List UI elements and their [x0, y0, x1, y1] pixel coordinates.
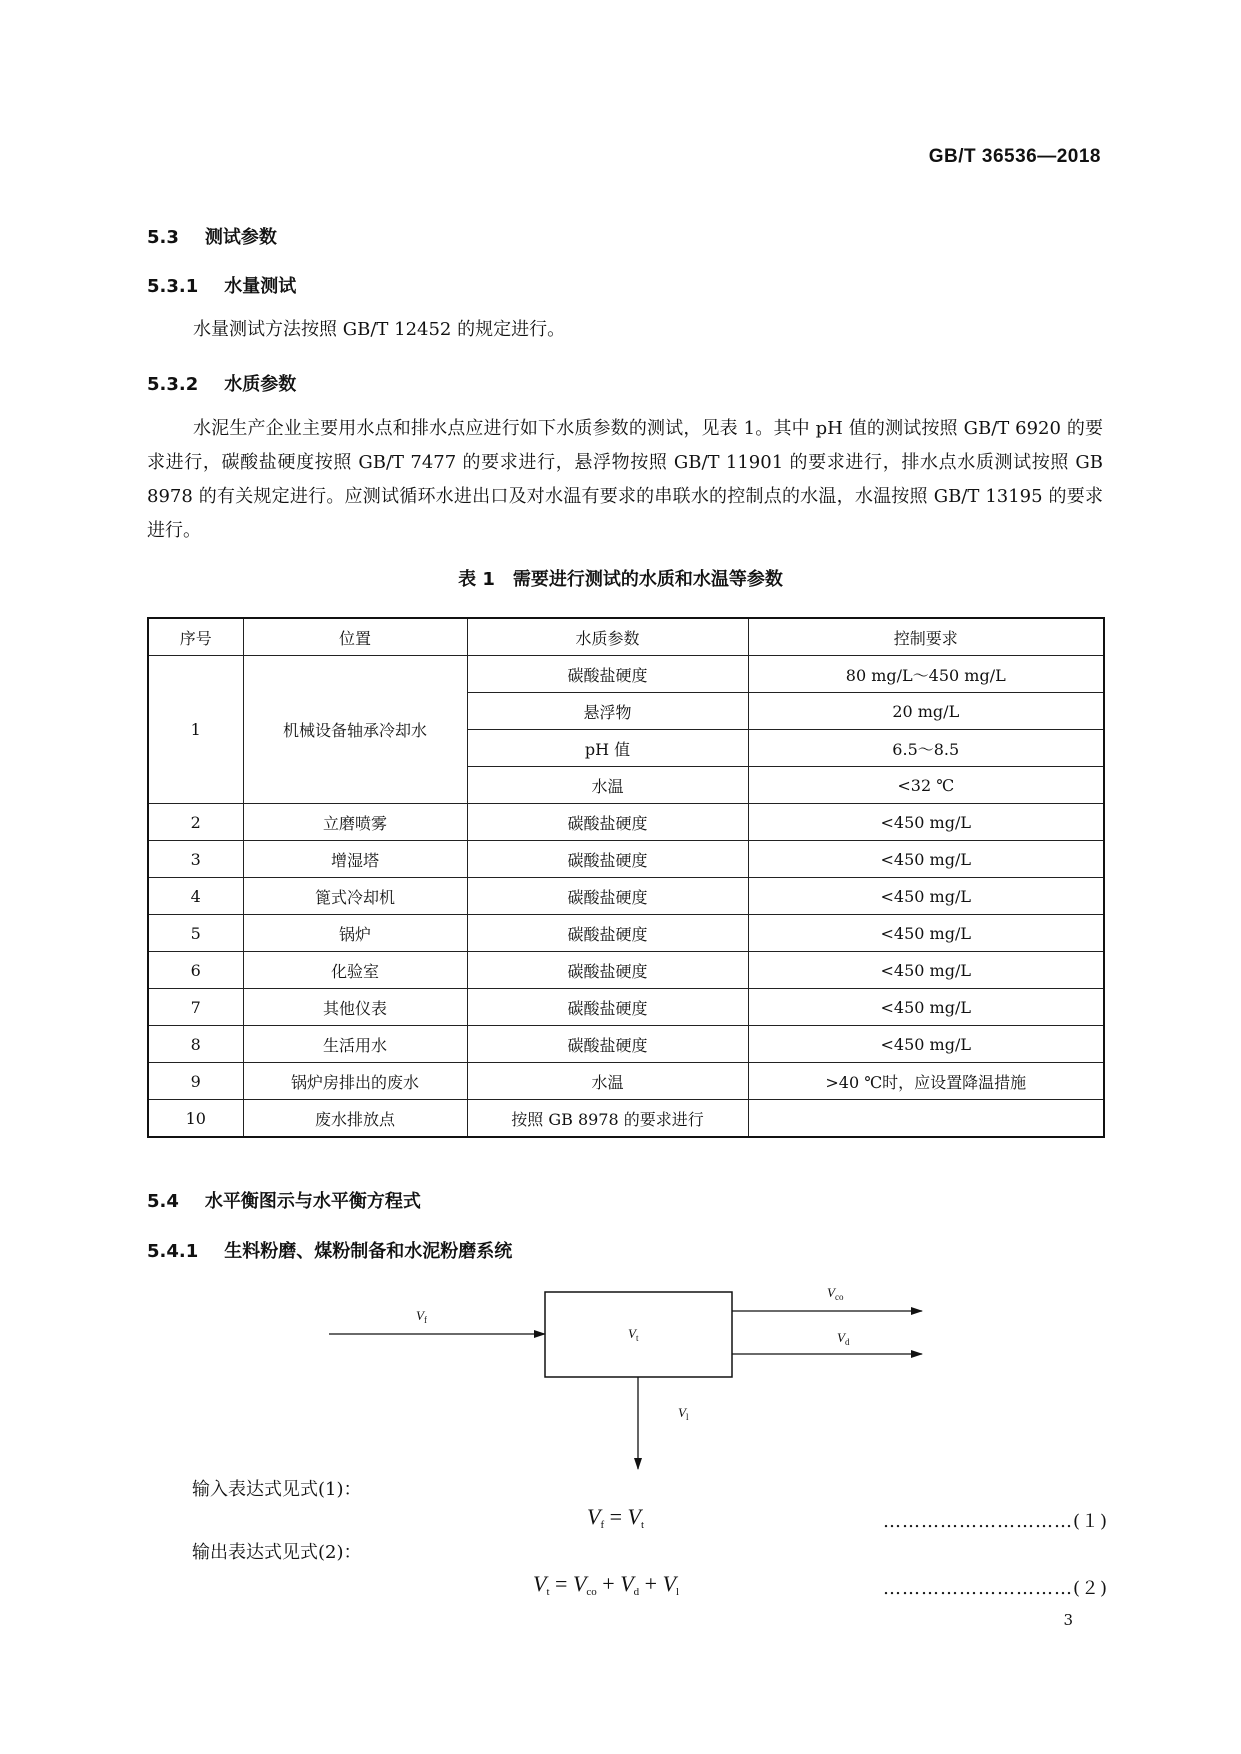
cell-param: 碳酸盐硬度: [467, 952, 748, 989]
cell-param: 碳酸盐硬度: [467, 915, 748, 952]
cell-req: >40 ℃时，应设置降温措施: [748, 1063, 1104, 1100]
paragraph-text: 水量测试方法按照 GB/T 12452 的规定进行。: [193, 319, 566, 340]
label-vl: $V_l$: [678, 1405, 689, 1422]
cell-req: <450 mg/L: [748, 878, 1104, 915]
cell-param: 碳酸盐硬度: [467, 841, 748, 878]
cell-no: 6: [148, 952, 243, 989]
cell-param: pH 值: [467, 730, 748, 767]
cell-param: 碳酸盐硬度: [467, 804, 748, 841]
cell-location: 生活用水: [243, 1026, 467, 1063]
eq2-intro: 输出表达式见式(2)：: [192, 1542, 362, 1563]
cell-no: 1: [148, 656, 243, 804]
cell-no: 2: [148, 804, 243, 841]
section-title: 测试参数: [204, 227, 277, 248]
cell-no: 5: [148, 915, 243, 952]
cell-req: <450 mg/L: [748, 1026, 1104, 1063]
cell-location: 废水排放点: [243, 1100, 467, 1138]
section-number: 5.3.2: [147, 374, 199, 395]
cell-req: <32 ℃: [748, 767, 1104, 804]
cell-location: 立磨喷雾: [243, 804, 467, 841]
label-vf: $V_f$: [416, 1308, 427, 1325]
section-title: 水平衡图示与水平衡方程式: [204, 1191, 421, 1212]
page-number: 3: [1063, 1611, 1073, 1629]
system-box: [545, 1292, 732, 1377]
section-number: 5.4.1: [147, 1241, 199, 1262]
cell-param: 水温: [467, 767, 748, 804]
label-vco: $V_{co}$: [827, 1285, 844, 1302]
section-title: 生料粉磨、煤粉制备和水泥粉磨系统: [224, 1241, 513, 1262]
cell-req: <450 mg/L: [748, 804, 1104, 841]
label-vd: $V_d$: [837, 1330, 850, 1347]
cell-location: 锅炉: [243, 915, 467, 952]
header-cell: 位置: [243, 618, 467, 656]
cell-req: <450 mg/L: [748, 989, 1104, 1026]
cell-location: 增湿塔: [243, 841, 467, 878]
equation-2-number: …………………………(２): [883, 1578, 1109, 1599]
equation-2: $V_t = V_{co} + V_d + V_l$: [533, 1571, 680, 1598]
label-vt: $V_t$: [628, 1326, 639, 1343]
section-number: 5.3: [147, 227, 179, 248]
cell-no: 8: [148, 1026, 243, 1063]
table-caption: 表 1 需要进行测试的水质和水温等参数: [458, 569, 783, 590]
equation-1-number: …………………………(１): [883, 1511, 1109, 1532]
cell-param: 碳酸盐硬度: [467, 1026, 748, 1063]
equation-1: $V_f = V_t$: [587, 1504, 645, 1531]
cell-location: 机械设备轴承冷却水: [243, 656, 467, 804]
standard-number: GB/T 36536—2018: [928, 146, 1101, 167]
cell-param: 按照 GB 8978 的要求进行: [467, 1100, 748, 1138]
cell-location: 篦式冷却机: [243, 878, 467, 915]
cell-param: 碳酸盐硬度: [467, 656, 748, 693]
cell-req: 20 mg/L: [748, 693, 1104, 730]
cell-param: 碳酸盐硬度: [467, 878, 748, 915]
eq1-intro: 输入表达式见式(1)：: [192, 1479, 362, 1500]
paragraph-text: 水泥生产企业主要用水点和排水点应进行如下水质参数的测试，见表 1。其中 pH 值的测试按照 GB/T 6920 的要求进行，碳酸盐硬度按照 GB/T 7477 的要求进行，悬浮物按照 GB/T 11901 的要求进行，排水点水质测试按照 GB 8978 的有关规定进行。应测试循环水进出口及对水温有要求的串联水的控制点的水温，水温按照 GB/T 13195 的要求进行。: [147, 418, 1103, 541]
cell-req: 80 mg/L～450 mg/L: [748, 656, 1104, 693]
cell-param: 悬浮物: [467, 693, 748, 730]
header-cell: 控制要求: [748, 618, 1104, 656]
cell-req: <450 mg/L: [748, 915, 1104, 952]
section-number: 5.3.1: [147, 276, 199, 297]
cell-location: 其他仪表: [243, 989, 467, 1026]
cell-req: <450 mg/L: [748, 841, 1104, 878]
cell-no: 9: [148, 1063, 243, 1100]
cell-location: 锅炉房排出的废水: [243, 1063, 467, 1100]
header-cell: 水质参数: [467, 618, 748, 656]
header-cell: 序号: [148, 618, 243, 656]
cell-no: 4: [148, 878, 243, 915]
section-title: 水质参数: [224, 374, 297, 395]
cell-param: 水温: [467, 1063, 748, 1100]
cell-no: 3: [148, 841, 243, 878]
section-number: 5.4: [147, 1191, 179, 1212]
section-title: 水量测试: [224, 276, 297, 297]
cell-location: 化验室: [243, 952, 467, 989]
cell-no: 7: [148, 989, 243, 1026]
cell-req: <450 mg/L: [748, 952, 1104, 989]
cell-param: 碳酸盐硬度: [467, 989, 748, 1026]
cell-req: 6.5～8.5: [748, 730, 1104, 767]
cell-no: 10: [148, 1100, 243, 1138]
